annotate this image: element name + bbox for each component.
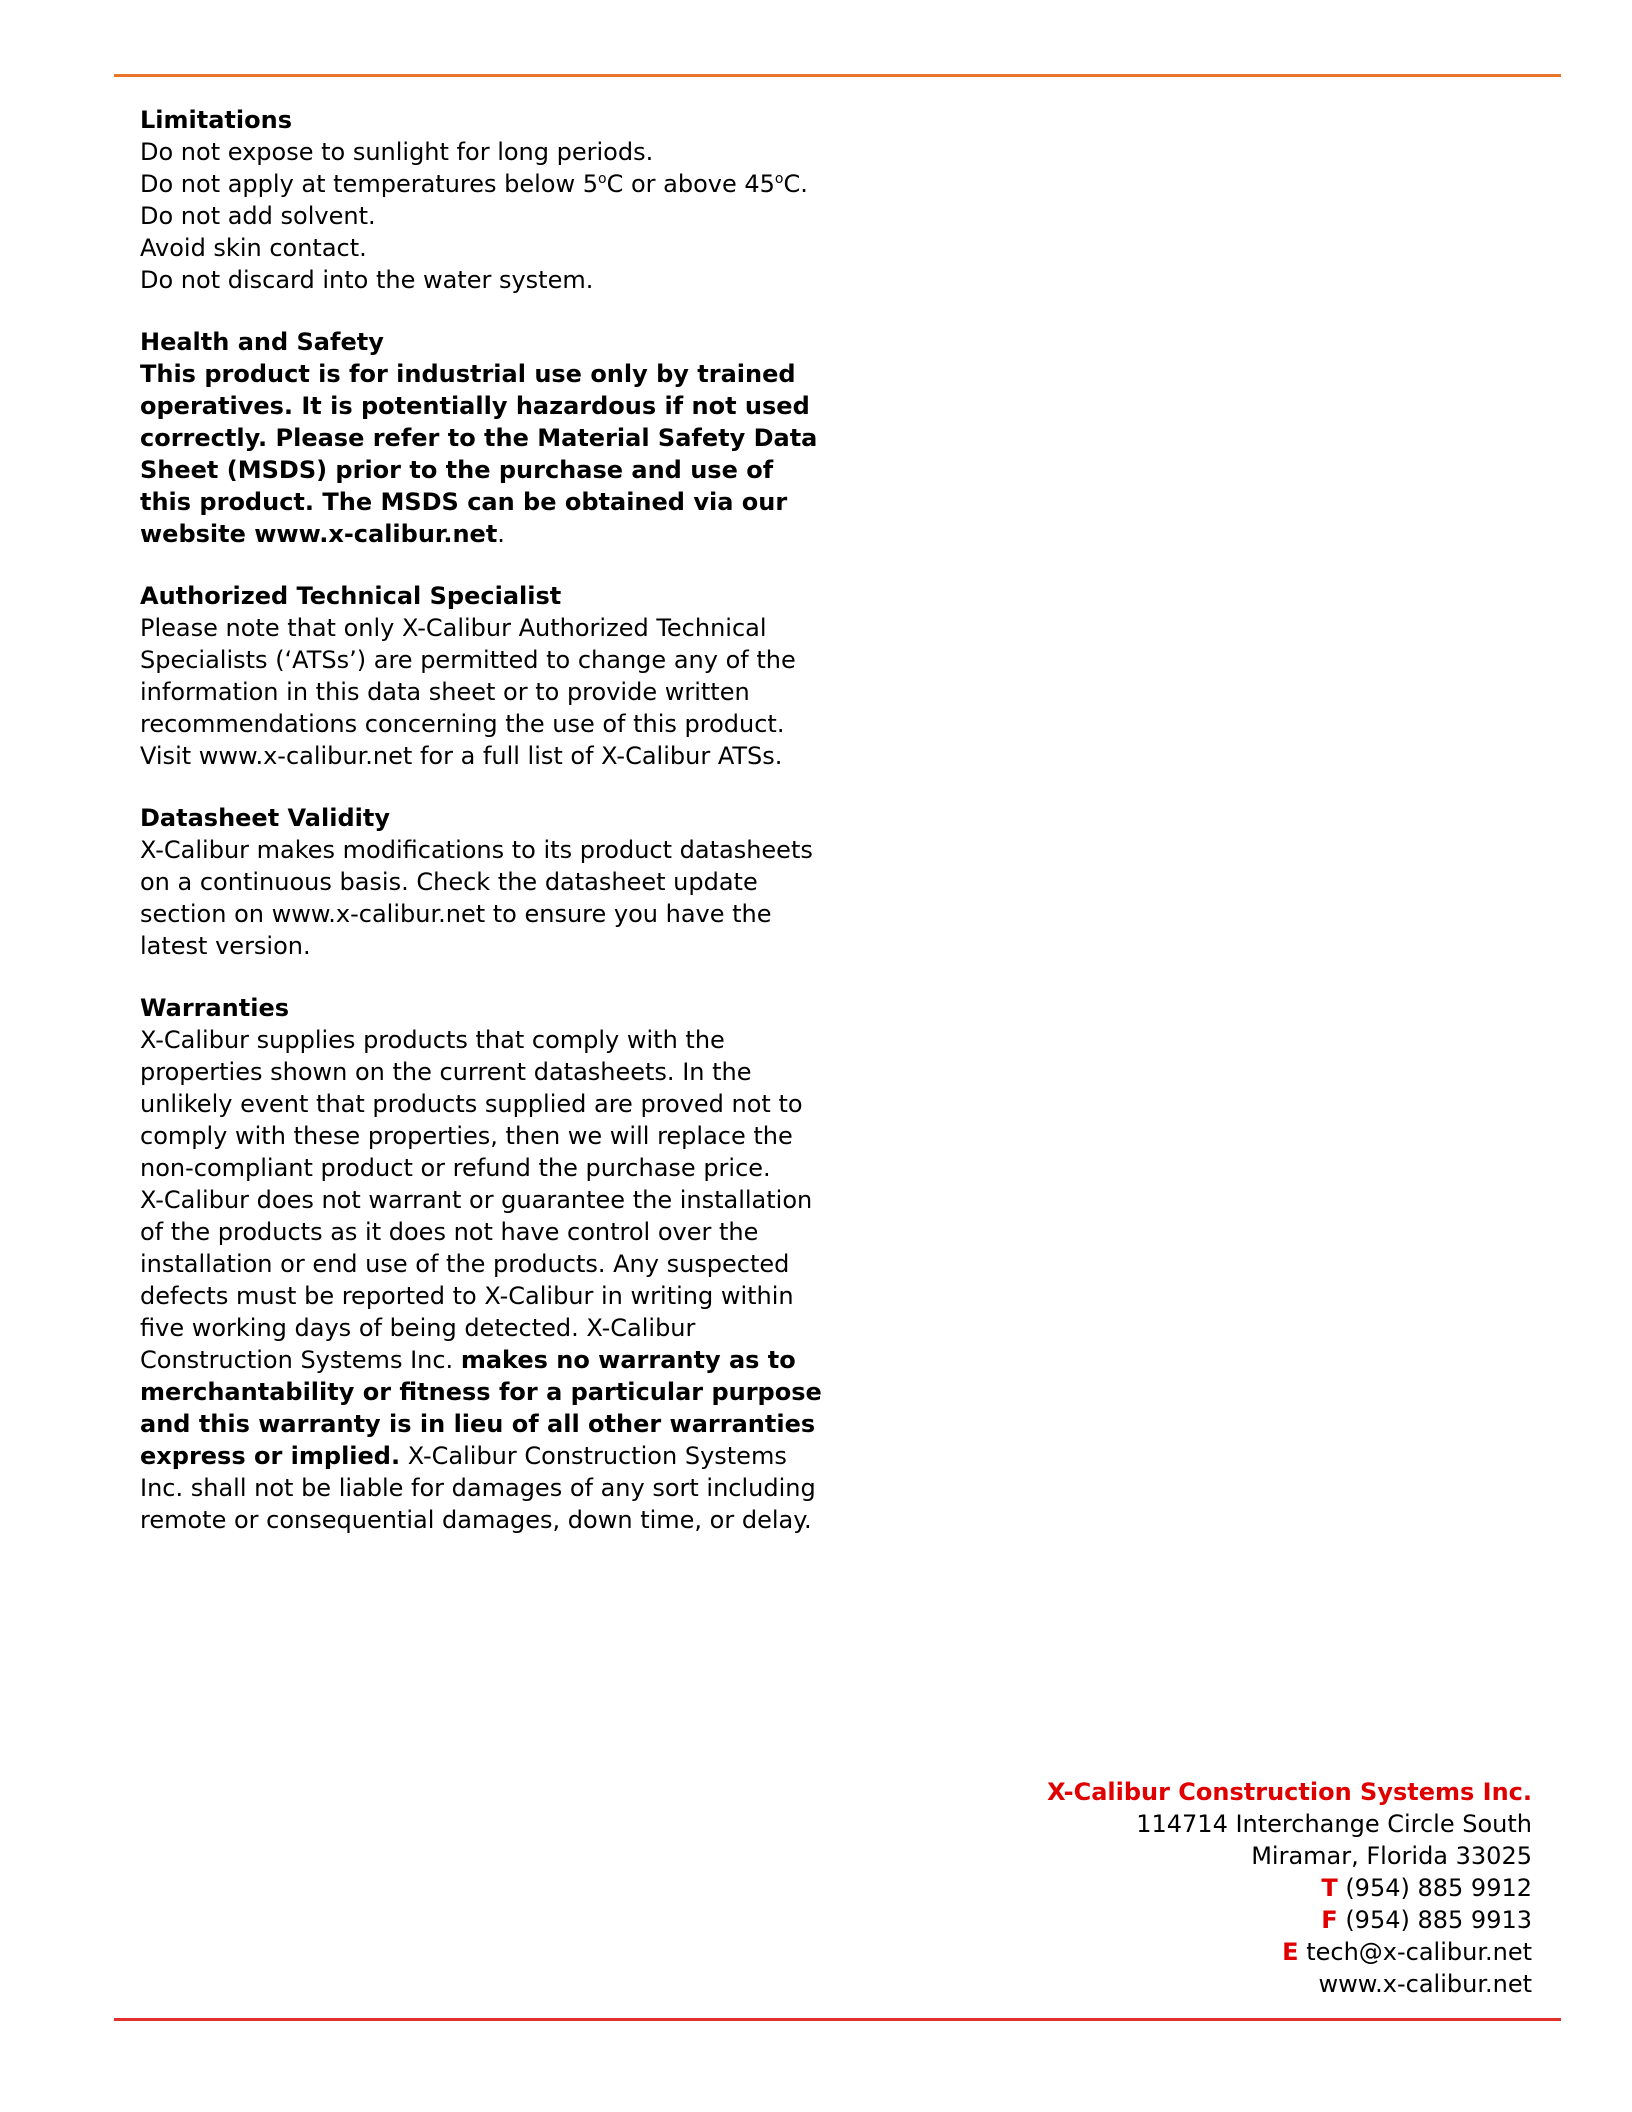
email-label: E <box>1282 1938 1299 1966</box>
top-divider <box>114 74 1561 77</box>
datasheet-validity-heading: Datasheet Validity <box>140 804 390 832</box>
degree-mark: o <box>598 171 607 187</box>
company-contact-block <box>1047 1776 1532 2000</box>
warranty-line: defects must be reported to X-Calibur in writing within <box>140 1282 794 1310</box>
website-link[interactable]: www.x-calibur.net <box>1318 1970 1532 1998</box>
warranty-line: of the products as it does not have control over the <box>140 1218 759 1246</box>
ats-line: recommendations concerning the use of this product. <box>140 710 785 738</box>
warranty-mixed-line <box>140 1344 820 1376</box>
bottom-divider <box>114 2018 1561 2021</box>
warranty-line: installation or end use of the products. Any suspected <box>140 1250 790 1278</box>
limitation-line: Do not expose to sunlight for long periods. <box>140 138 654 166</box>
phone-number[interactable]: (954) 885 9912 <box>1337 1874 1532 1902</box>
phone-label: T <box>1321 1874 1338 1902</box>
validity-line: X-Calibur makes modifications to its product datasheets <box>140 836 813 864</box>
ats-line: Specialists (‘ATSs’) are permitted to change any of the <box>140 646 796 674</box>
ats-line: Visit www.x-calibur.net for a full list of X-Calibur ATSs. <box>140 742 783 770</box>
datasheet-validity-section <box>140 802 820 962</box>
warranty-bold-line: merchantability or fitness for a particular purpose <box>140 1378 822 1406</box>
health-safety-heading: Health and Safety <box>140 328 384 356</box>
warranties-heading: Warranties <box>140 994 290 1022</box>
phone-line <box>1047 1872 1532 1904</box>
document-body <box>140 104 820 1566</box>
limitation-line: Do not add solvent. <box>140 202 376 230</box>
warranties-section <box>140 992 820 1536</box>
company-name: X-Calibur Construction Systems Inc. <box>1047 1778 1532 1806</box>
validity-line: on a continuous basis. Check the datasheet update <box>140 868 758 896</box>
temp-prefix: Do not apply at temperatures below 5 <box>140 170 599 198</box>
msds-website-link[interactable]: website www.x-calibur.net <box>140 520 498 548</box>
health-safety-line: operatives. It is potentially hazardous if not used <box>140 392 810 420</box>
warranty-line: X-Calibur does not warrant or guarantee the installation <box>140 1186 813 1214</box>
limitation-temperature-line <box>140 168 820 200</box>
ats-line: Please note that only X-Calibur Authorized Technical <box>140 614 767 642</box>
validity-line: section on www.x-calibur.net to ensure you have the <box>140 900 772 928</box>
address-line: Miramar, Florida 33025 <box>1251 1842 1532 1870</box>
warranty-line: five working days of being detected. X-Calibur <box>140 1314 696 1342</box>
warranty-line: properties shown on the current datasheets. In the <box>140 1058 752 1086</box>
health-safety-section <box>140 326 820 550</box>
degree-mark: o <box>774 171 784 187</box>
limitations-section <box>140 104 820 296</box>
health-safety-line: Sheet (MSDS) prior to the purchase and use of <box>140 456 774 484</box>
ats-section <box>140 580 820 772</box>
limitation-line: Avoid skin contact. <box>140 234 367 262</box>
warranty-line: Inc. shall not be liable for damages of any sort including <box>140 1474 816 1502</box>
health-safety-line: this product. The MSDS can be obtained via our <box>140 488 788 516</box>
warranty-line: non-compliant product or refund the purchase price. <box>140 1154 771 1182</box>
health-safety-line: correctly. Please refer to the Material Safety Data <box>140 424 818 452</box>
warranty-line: X-Calibur supplies products that comply with the <box>140 1026 725 1054</box>
warranty-line: unlikely event that products supplied are proved not to <box>140 1090 803 1118</box>
warranty-bold-text: makes no warranty as to <box>460 1346 796 1374</box>
sentence-period: . <box>497 520 505 548</box>
fax-label: F <box>1321 1906 1338 1934</box>
fax-number: (954) 885 9913 <box>1337 1906 1532 1934</box>
limitations-heading: Limitations <box>140 106 292 134</box>
warranty-normal-text: X-Calibur Construction Systems <box>400 1442 787 1470</box>
address-line: 114714 Interchange Circle South <box>1136 1810 1532 1838</box>
health-safety-line: This product is for industrial use only by trained <box>140 360 796 388</box>
limitation-line: Do not discard into the water system. <box>140 266 594 294</box>
ats-line: information in this data sheet or to provide written <box>140 678 750 706</box>
email-link[interactable]: tech@x-calibur.net <box>1298 1938 1532 1966</box>
fax-line <box>1047 1904 1532 1936</box>
health-safety-website-line <box>140 518 820 550</box>
warranty-line: remote or consequential damages, down time, or delay. <box>140 1506 812 1534</box>
warranty-line: comply with these properties, then we will replace the <box>140 1122 793 1150</box>
temp-mid: C or above 45 <box>606 170 775 198</box>
warranty-bold-text: express or implied. <box>140 1442 401 1470</box>
email-line <box>1047 1936 1532 1968</box>
temp-suffix: C. <box>783 170 808 198</box>
warranty-normal-text: Construction Systems Inc. <box>140 1346 461 1374</box>
ats-heading: Authorized Technical Specialist <box>140 582 562 610</box>
warranty-bold-line: and this warranty is in lieu of all other warranties <box>140 1410 816 1438</box>
warranty-mixed-line <box>140 1440 820 1472</box>
validity-line: latest version. <box>140 932 311 960</box>
